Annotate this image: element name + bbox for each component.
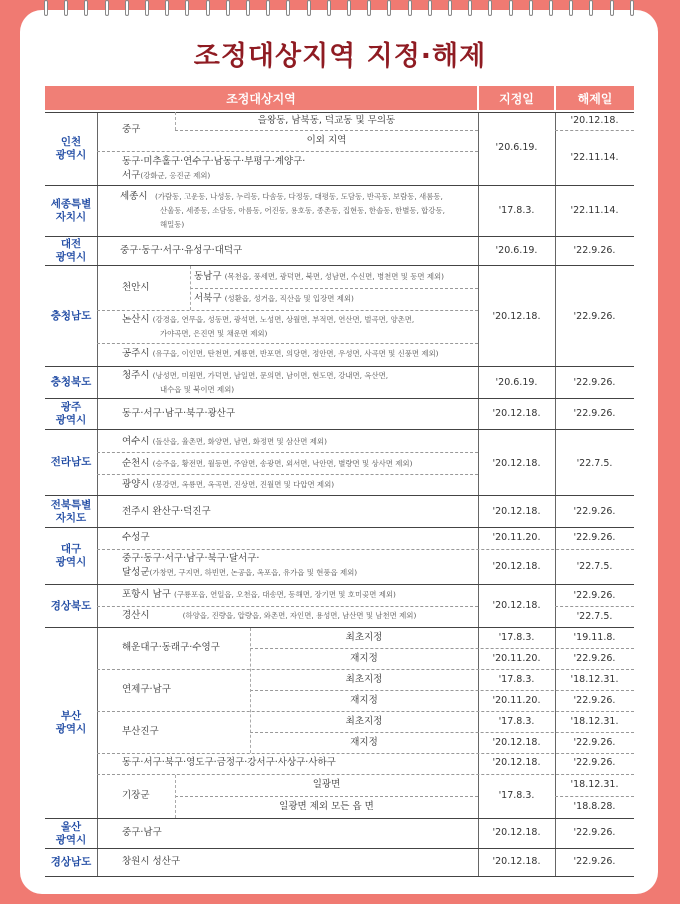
- sub-divider: [190, 288, 478, 289]
- area-name: 공주시 (유구읍, 이인면, 탄천면, 계룡면, 반포면, 의당면, 정안면, 우성면, 사곡면 및 신풍면 제외): [122, 348, 439, 359]
- area-name: 기장군: [122, 790, 150, 801]
- designated-date: '17.8.3.: [498, 716, 535, 727]
- release-date: '22.9.26.: [573, 695, 616, 706]
- binder-ring: [387, 0, 391, 16]
- area-name: 서구(강화군, 옹진군 제외): [122, 170, 211, 181]
- binder-ring: [44, 0, 48, 16]
- area-name: 논산시 (강경읍, 연무읍, 성동면, 광석면, 노성면, 상월면, 부적면, 연산면, 벌곡면, 양촌면,: [122, 314, 415, 325]
- region-column-divider: [97, 112, 98, 876]
- sub-divider: [175, 796, 478, 797]
- region-gwangju: 광주 광역시: [55, 401, 87, 426]
- binder-ring: [488, 0, 492, 16]
- designated-date: '20.6.19.: [495, 142, 538, 153]
- release-date: '19.11.8.: [573, 632, 616, 643]
- designated-date: '20.12.18.: [492, 856, 541, 867]
- sub-divider: [97, 774, 634, 775]
- region-daejeon: 대전 광역시: [55, 238, 87, 263]
- sub-vdivider: [250, 628, 251, 753]
- region-jeonbuk: 전북특별 자치도: [50, 498, 92, 524]
- area-detail: 일광면 제외 모든 읍 면: [279, 801, 374, 812]
- area-name: 경산시 (하양읍, 진량읍, 압량읍, 와촌면, 자인면, 용성면, 남산면 및 남천면 제외): [122, 610, 417, 621]
- release-date: '22.11.14.: [570, 152, 619, 163]
- area-name: 동구·서구·북구·영도구·금정구·강서구·사상구·사하구: [122, 757, 336, 768]
- binder-ring: [448, 0, 452, 16]
- designated-date: '20.6.19.: [495, 245, 538, 256]
- sub-divider: [250, 732, 634, 733]
- designated-date: '20.12.18.: [492, 458, 541, 469]
- release-date: '22.11.14.: [570, 205, 619, 216]
- area-name: 중구: [122, 124, 141, 135]
- area-note: 해밀동): [160, 220, 185, 229]
- area-detail: 을왕동, 남북동, 덕교동 및 무의동: [257, 115, 396, 126]
- header-released: 해제일: [556, 86, 634, 110]
- area-name: 달성군(가창면, 구지면, 하빈면, 논공읍, 옥포읍, 유가읍 및 현풍읍 제외): [122, 567, 358, 578]
- row-border: [45, 112, 634, 113]
- binder-ring: [145, 0, 149, 16]
- binder-ring: [165, 0, 169, 16]
- area-name: 동구·서구·남구·북구·광산구: [122, 408, 236, 419]
- designated-date: '20.12.18.: [492, 408, 541, 419]
- release-date: '22.9.26.: [573, 311, 616, 322]
- area-name: 천안시: [122, 282, 150, 293]
- designated-date: '20.6.19.: [495, 377, 538, 388]
- release-date: '20.12.18.: [570, 115, 619, 126]
- sub-divider: [555, 606, 634, 607]
- binder-ring: [589, 0, 593, 16]
- area-name: 전주시 완산구·덕진구: [122, 506, 211, 517]
- area-name: 세종시: [120, 191, 148, 202]
- region-daegu: 대구 광역시: [55, 543, 87, 568]
- area-name: 창원시 성산구: [122, 856, 181, 867]
- release-date: '18.12.31.: [570, 779, 619, 790]
- area-name: 청주시 (낭성면, 미원면, 가덕면, 남일면, 문의면, 남이면, 현도면, 강내면, 옥산면,: [122, 370, 389, 381]
- area-note: 산울동, 세종동, 소담동, 아름동, 어진동, 용호동, 종촌동, 집현동, 한솔동, 한별동, 합강동,: [160, 206, 445, 215]
- sub-vdivider: [190, 266, 191, 310]
- release-date: '18.8.28.: [573, 801, 616, 812]
- designation-type: 최초지정: [345, 716, 383, 727]
- release-date: '22.9.26.: [573, 377, 616, 388]
- binder-ring: [266, 0, 270, 16]
- sub-divider: [555, 796, 634, 797]
- binder-ring: [347, 0, 351, 16]
- area-name: 중구·남구: [122, 827, 162, 838]
- binder-ring: [125, 0, 129, 16]
- header-area: 조정대상지역: [45, 86, 477, 110]
- sub-divider: [97, 474, 478, 475]
- binder-ring: [246, 0, 250, 16]
- sub-divider: [97, 753, 634, 754]
- release-date: '22.9.26.: [573, 856, 616, 867]
- area-note: (가람동, 고운동, 나성동, 누리동, 다솜동, 다정동, 대평동, 도담동, 반곡동, 보람동, 새롬동,: [155, 192, 443, 201]
- area-name: 동남구 (목천읍, 풍세면, 광덕면, 북면, 성남면, 수신면, 병천면 및 동면 제외): [194, 271, 445, 282]
- release-date: '22.9.26.: [573, 245, 616, 256]
- binder-rings: [44, 0, 636, 20]
- binder-ring: [185, 0, 189, 16]
- designated-date: '20.12.18.: [492, 506, 541, 517]
- release-date: '22.9.26.: [573, 827, 616, 838]
- sub-divider: [97, 151, 478, 152]
- region-gyeongbuk: 경상북도: [50, 599, 92, 612]
- row-border: [45, 876, 634, 877]
- area-name: 서북구 (성환읍, 성거읍, 직산읍 및 입장면 제외): [194, 293, 354, 304]
- row-border: [45, 265, 634, 266]
- row-border: [45, 527, 634, 528]
- row-border: [45, 398, 634, 399]
- binder-ring: [64, 0, 68, 16]
- binder-ring: [84, 0, 88, 16]
- designated-date: '17.8.3.: [498, 632, 535, 643]
- area-detail: 이외 지역: [306, 135, 347, 146]
- release-date: '22.9.26.: [573, 653, 616, 664]
- area-name: 순천시 (승주읍, 황전면, 월등면, 주암면, 송광면, 외서면, 낙안면, 별량면 및 상사면 제외): [122, 458, 413, 469]
- binder-ring: [549, 0, 553, 16]
- region-gyeongnam: 경상남도: [50, 856, 92, 868]
- designated-date: '20.12.18.: [492, 561, 541, 572]
- designated-date: '17.8.3.: [498, 790, 535, 801]
- area-name: 연제구·남구: [122, 684, 171, 695]
- release-date: '22.9.26.: [573, 506, 616, 517]
- region-busan: 부산 광역시: [55, 710, 87, 735]
- binder-ring: [327, 0, 331, 16]
- designated-date: '20.12.18.: [492, 600, 541, 611]
- area-detail: 일광면: [312, 779, 341, 790]
- designated-date: '20.12.18.: [492, 827, 541, 838]
- designation-type: 최초지정: [345, 674, 383, 685]
- region-chungnam: 충청남도: [50, 309, 92, 322]
- sub-divider: [97, 669, 634, 670]
- area-note: 가야곡면, 은진면 및 채운면 제외): [160, 329, 268, 338]
- binder-ring: [468, 0, 472, 16]
- row-border: [45, 584, 634, 585]
- designated-date: '17.8.3.: [498, 674, 535, 685]
- row-border: [45, 627, 634, 628]
- area-name: 수성구: [122, 532, 150, 543]
- release-date: '22.9.26.: [573, 408, 616, 419]
- sub-divider: [250, 648, 634, 649]
- release-date: '22.9.26.: [573, 532, 616, 543]
- designation-type: 최초지정: [345, 632, 383, 643]
- region-chungbuk: 충청북도: [50, 376, 92, 388]
- row-border: [45, 495, 634, 496]
- area-name: 포항시 남구 (구룡포읍, 연일읍, 오천읍, 대송면, 동해면, 장기면 및 호미곶면 제외): [122, 589, 396, 600]
- designation-type: 재지정: [350, 653, 378, 664]
- designated-date: '20.11.20.: [492, 532, 541, 543]
- binder-ring: [630, 0, 634, 16]
- page-title: 조정대상지역 지정·해제: [193, 41, 487, 72]
- release-date: '18.12.31.: [570, 716, 619, 727]
- release-date: '22.9.26.: [573, 590, 616, 601]
- area-name: 부산진구: [122, 726, 159, 737]
- designated-date: '20.11.20.: [492, 695, 541, 706]
- row-border: [45, 366, 634, 367]
- binder-ring: [569, 0, 573, 16]
- binder-ring: [509, 0, 513, 16]
- sub-divider: [555, 130, 634, 131]
- sub-divider: [97, 549, 634, 550]
- binder-ring: [307, 0, 311, 16]
- area-name: 광양시 (봉강면, 옥룡면, 옥곡면, 진상면, 진월면 및 다압면 제외): [122, 479, 335, 490]
- sub-divider: [250, 690, 634, 691]
- binder-ring: [206, 0, 210, 16]
- sub-divider: [97, 711, 634, 712]
- binder-ring: [226, 0, 230, 16]
- row-border: [45, 236, 634, 237]
- release-date: '18.12.31.: [570, 674, 619, 685]
- binder-ring: [408, 0, 412, 16]
- area-name: 해운대구·동래구·수영구: [122, 642, 220, 653]
- designated-date: '17.8.3.: [498, 205, 535, 216]
- binder-ring: [286, 0, 290, 16]
- binder-ring: [428, 0, 432, 16]
- sub-divider: [97, 606, 478, 607]
- region-jeonnam: 전라남도: [50, 456, 92, 468]
- designated-date: '20.12.18.: [492, 737, 541, 748]
- region-incheon: 인천 광역시: [55, 136, 87, 161]
- area-note: 내수읍 및 북이면 제외): [160, 385, 235, 394]
- binder-ring: [610, 0, 614, 16]
- release-date: '22.7.5.: [576, 611, 613, 622]
- release-date: '22.7.5.: [576, 561, 613, 572]
- row-border: [45, 848, 634, 849]
- area-name: 중구·동구·서구·유성구·대덕구: [120, 245, 243, 256]
- release-date: '22.7.5.: [576, 458, 613, 469]
- area-name: 여수시 (돌산읍, 율촌면, 화양면, 남면, 화정면 및 삼산면 제외): [122, 436, 327, 447]
- binder-ring: [529, 0, 533, 16]
- region-sejong: 세종특별 자치시: [50, 198, 92, 223]
- region-ulsan: 울산 광역시: [55, 820, 87, 846]
- row-border: [45, 818, 634, 819]
- binder-ring: [105, 0, 109, 16]
- row-border: [45, 429, 634, 430]
- row-border: [45, 185, 634, 186]
- header-designated: 지정일: [479, 86, 554, 110]
- area-name: 중구·동구·서구·남구·북구·달서구·: [122, 553, 260, 564]
- designated-date: '20.11.20.: [492, 653, 541, 664]
- designation-type: 재지정: [350, 737, 378, 748]
- sub-divider: [97, 452, 478, 453]
- sub-divider: [175, 130, 478, 131]
- binder-ring: [367, 0, 371, 16]
- designated-date: '20.12.18.: [492, 311, 541, 322]
- sub-divider: [97, 310, 478, 311]
- designated-date: '20.12.18.: [492, 757, 541, 768]
- release-date: '22.9.26.: [573, 757, 616, 768]
- area-name: 동구·미추홀구·연수구·남동구·부평구·계양구·: [122, 156, 306, 167]
- release-date: '22.9.26.: [573, 737, 616, 748]
- designation-type: 재지정: [350, 695, 378, 706]
- sub-divider: [97, 343, 478, 344]
